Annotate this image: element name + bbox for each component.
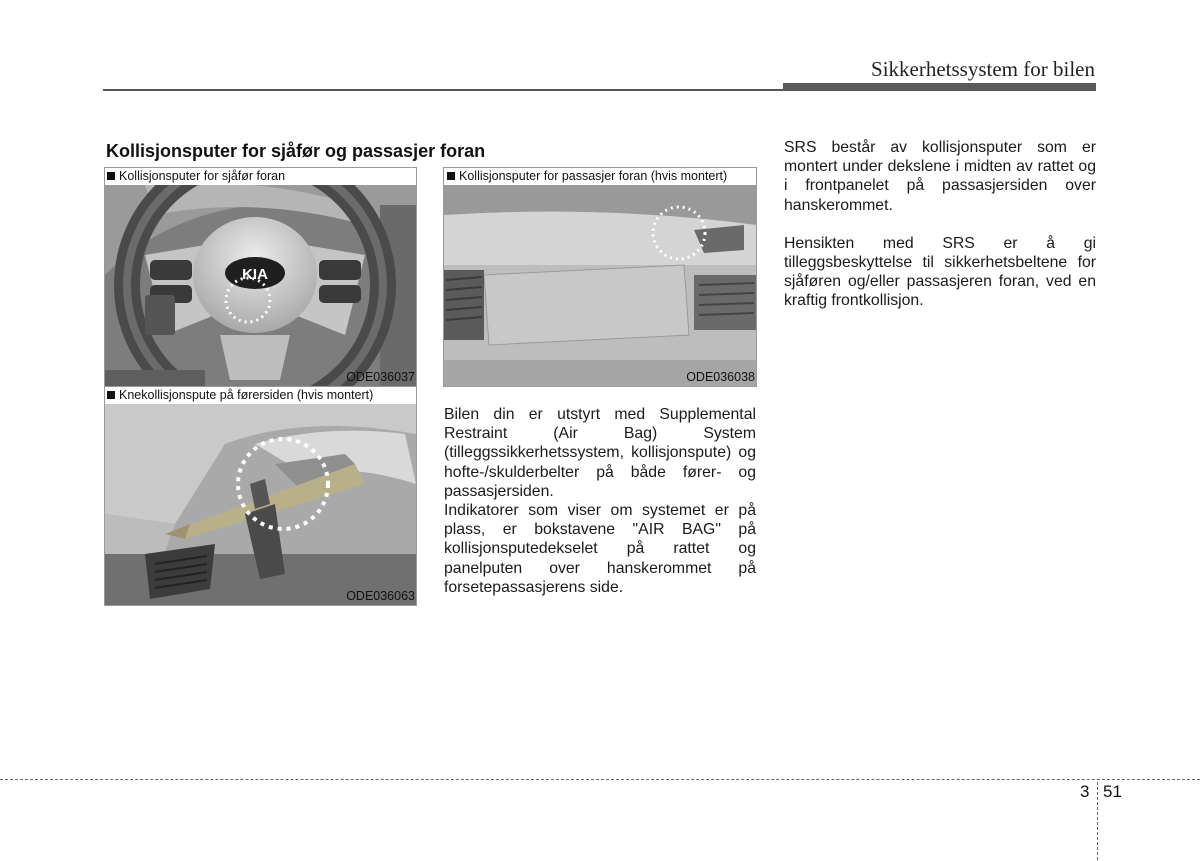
paragraph: Bilen din er utstyrt med Supplemental Restraint (Air Bag) System (tilleggssikkerhetssystem, kollisjonspute) og hofte-/skulderbelter på både fører- og passasjersiden. <box>444 406 756 500</box>
header-rule <box>103 89 783 91</box>
svg-text:KIA: KIA <box>242 266 268 283</box>
paragraph: SRS består av kollisjonsputer som er montert under dekslene i midten av rattet og i frontpanelet på passasjersiden over hanskerommet. <box>784 139 1096 214</box>
figure-caption-driver: Kollisjonsputer for sjåfør foran <box>105 168 285 184</box>
knee-airbag-illustration <box>105 404 416 605</box>
footer-divider <box>1097 782 1098 860</box>
header-rule-bar <box>783 83 1096 91</box>
figure-code: ODE036063 <box>346 589 415 603</box>
chapter-number: 3 <box>1080 782 1090 801</box>
paragraph: Indikatorer som viser om systemet er på plass, er bokstavene "AIR BAG" på kollisjonsputedekselet på rattet og panelputen over hanskerommet på forsetepassasjerens side. <box>444 502 756 596</box>
section-title: Kollisjonsputer for sjåfør og passasjer foran <box>106 141 486 161</box>
page-number: 51 <box>1103 782 1122 801</box>
footer-rule <box>0 779 1200 780</box>
steering-wheel-illustration <box>105 185 416 386</box>
figure-caption-passenger: Kollisjonsputer for passasjer foran (hvis montert) <box>445 168 727 184</box>
right-column-text <box>784 138 1096 311</box>
running-header-title: Sikkerhetssystem for bilen <box>871 57 1095 81</box>
figure-caption-knee: Knekollisjonspute på førersiden (hvis montert) <box>105 387 373 403</box>
figure-code: ODE036038 <box>686 370 755 384</box>
figure-code: ODE036037 <box>346 370 415 384</box>
paragraph: Hensikten med SRS er å gi tilleggsbeskyttelse til sikkerhetsbeltene for sjåføren og/eller passasjeren foran, ved en kraftig frontkollisjon. <box>784 234 1096 310</box>
passenger-dashboard-illustration <box>444 185 756 386</box>
middle-column-text <box>444 405 756 597</box>
